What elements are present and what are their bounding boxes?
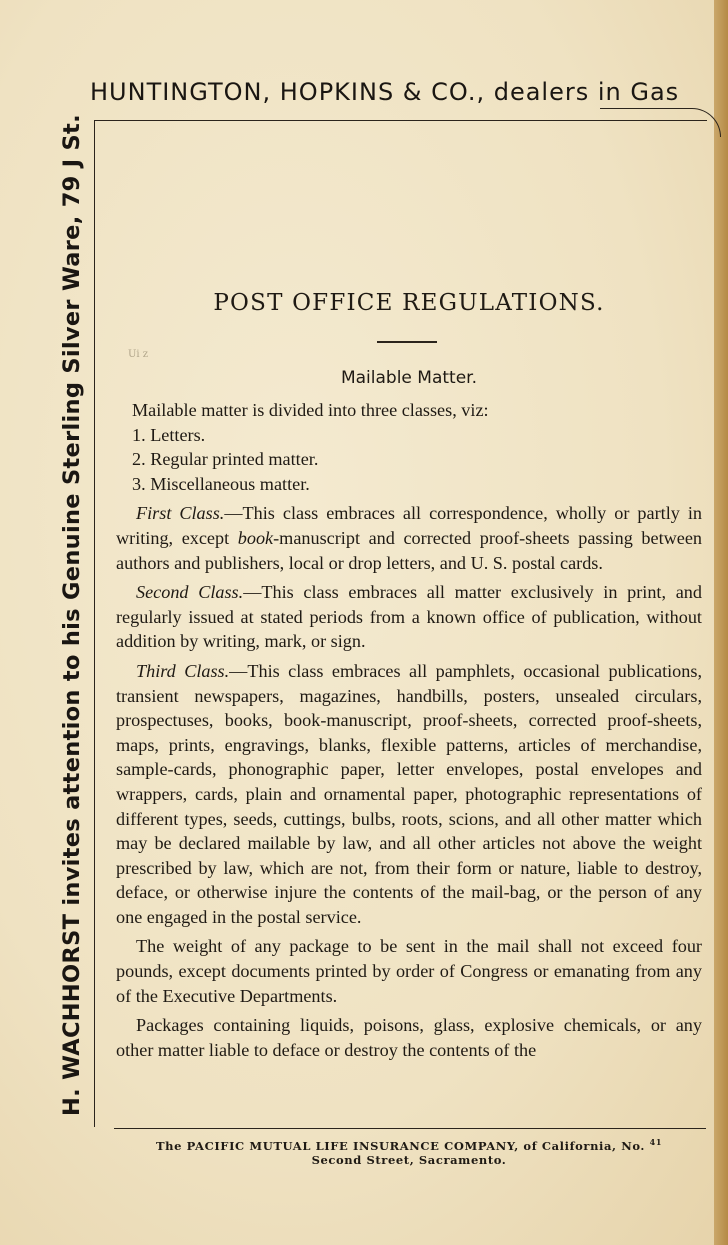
third-class-label: Third Class. bbox=[136, 660, 230, 681]
page-title: POST OFFICE REGULATIONS. bbox=[213, 290, 605, 316]
first-class-paragraph: First Class.—This class embraces all correspondence, wholly or partly in writing, except book-manuscript and corrected proof-sheets passing between authors and publishers, local or drop letters, and U. S. postal cards. bbox=[116, 503, 702, 573]
packages-paragraph: Packages containing liquids, poisons, glass, explosive chemicals, or any other matter liable to deface or destroy the contents of the bbox=[116, 1015, 702, 1060]
page-edge bbox=[714, 0, 728, 1245]
frame-bottom-rule bbox=[114, 1128, 706, 1129]
class-item-2: 2. Regular printed matter. bbox=[132, 449, 319, 470]
second-class-label: Second Class. bbox=[136, 582, 244, 603]
frame-corner bbox=[600, 108, 721, 137]
title-rule bbox=[377, 341, 437, 343]
first-class-label: First Class. bbox=[136, 503, 225, 524]
footer-advertisement-line-2: Second Street, Sacramento. bbox=[311, 1153, 507, 1167]
footer-number: 41 bbox=[649, 1137, 662, 1147]
intro-paragraph: Mailable matter is divided into three classes, viz: bbox=[132, 400, 489, 420]
class-item-1: 1. Letters. bbox=[132, 424, 206, 445]
header-advertisement: HUNTINGTON, HOPKINS & CO., dealers in Gas bbox=[90, 78, 680, 106]
weight-paragraph: The weight of any package to be sent in the mail shall not exceed four pounds, except documents printed by order of Congress or emanating from any of the Executive Departments. bbox=[116, 936, 702, 1006]
side-advertisement: H. WACHHORST invites attention to his Genuine Sterling Silver Ware, 79 J St. bbox=[59, 113, 85, 1116]
second-class-paragraph: Second Class.—This class embraces all matter exclusively in print, and regularly issued at stated periods from a known office of publication, without addition by writing, mark, or sign. bbox=[116, 582, 702, 652]
faint-mark: Ui z bbox=[128, 349, 149, 360]
body-text bbox=[116, 398, 702, 1062]
third-class-paragraph: Third Class.—This class embraces all pamphlets, occasional publications, transient newspapers, magazines, handbills, posters, unsealed circulars, prospectuses, books, book-manuscript, proof-sheets, corrected proof-sheets, maps, prints, engravings, blanks, flexible patterns, articles of merchandise, sample-cards, phonographic paper, letter envelopes, postal envelopes and wrappers, cards, plain and ornamental paper, photographic representations of different types, seeds, cuttings, bulbs, roots, scions, and all other matter which may be declared mailable by law, and all other articles not above the weight prescribed by law, which are not, from their form or nature, liable to destroy, deface, or otherwise injure the contents of the mail-bag, or the person of any one engaged in the postal service. bbox=[116, 660, 702, 927]
class-item-3: 3. Miscellaneous matter. bbox=[132, 473, 310, 494]
footer-advertisement-line-1: The PACIFIC MUTUAL LIFE INSURANCE COMPANY, of California, No. $^{41}$ bbox=[156, 1137, 662, 1153]
section-heading: Mailable Matter. bbox=[340, 368, 478, 388]
side-advertisement-container bbox=[52, 113, 92, 1116]
